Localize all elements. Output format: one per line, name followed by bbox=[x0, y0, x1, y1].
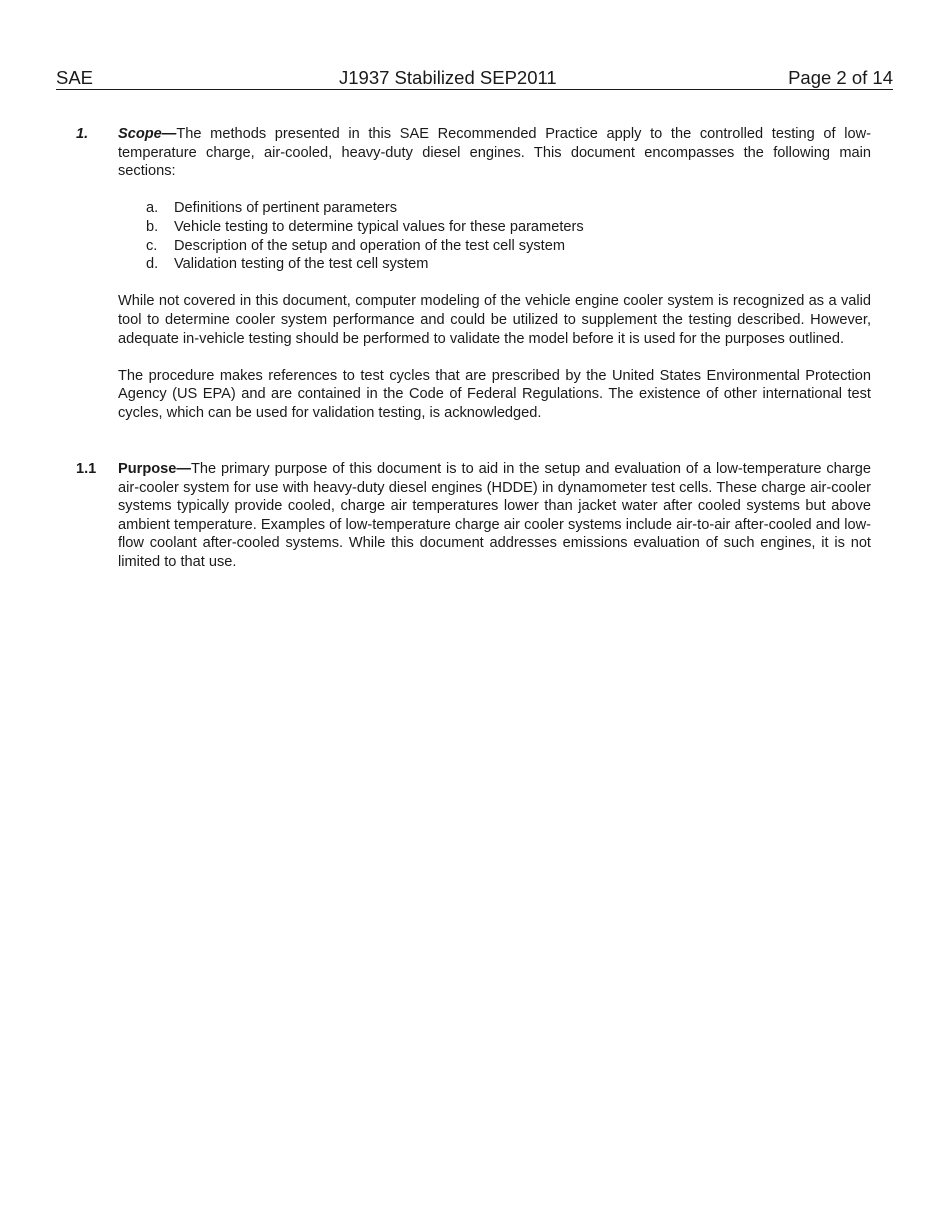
purpose-title: Purpose— bbox=[118, 461, 191, 477]
list-item-text: Validation testing of the test cell system bbox=[174, 256, 429, 273]
list-item-text: Description of the setup and operation of the test cell system bbox=[174, 237, 566, 254]
list-item bbox=[146, 255, 871, 274]
scope-title: Scope— bbox=[118, 126, 177, 142]
list-item-marker: c. bbox=[146, 237, 158, 254]
list-item bbox=[146, 237, 871, 256]
section-purpose-body bbox=[118, 460, 871, 572]
header-page-number: Page 2 of 14 bbox=[788, 67, 893, 88]
purpose-paragraph bbox=[118, 460, 871, 572]
purpose-text: The primary purpose of this document is to aid in the setup and evaluation of a low-temperature charge air-cooler system for use with heavy-duty diesel engines (HDDE) in dynamometer test cells. These charge air-cooler systems typically provide cooled, charge air temperatures lower than jacket water after cooled systems but above ambient temperature. Examples of low-temperature charge air cooler systems include air-to-air after-cooled and low-flow coolant after-cooled systems. While this document addresses emissions evaluation of such engines, it is not limited to that use. bbox=[118, 461, 871, 570]
header-org: SAE bbox=[56, 67, 94, 88]
list-item-marker: a. bbox=[146, 200, 159, 217]
scope-intro-text: The methods presented in this SAE Recommended Practice apply to the controlled testing of low-temperature charge, air-cooled, heavy-duty diesel engines. This document encompasses the following main sections: bbox=[118, 126, 871, 180]
scope-paragraph-modeling: While not covered in this document, computer modeling of the vehicle engine cooler system is recognized as a valid tool to determine cooler system performance and could be utilized to supplement the testing described. However, adequate in-vehicle testing should be performed to validate the model before it is used for the purposes outlined. bbox=[118, 293, 871, 347]
scope-paragraph-test-cycles: The procedure makes references to test cycles that are prescribed by the United States Environmental Protection Agency (US EPA) and are contained in the Code of Federal Regulations. The existence of other international test cycles, which can be used for validation testing, is acknowledged. bbox=[118, 367, 871, 421]
header-document-id: J1937 Stabilized SEP2011 bbox=[339, 67, 557, 88]
scope-sections-list bbox=[146, 199, 871, 273]
list-item-marker: d. bbox=[146, 256, 159, 273]
list-item-marker: b. bbox=[146, 218, 159, 235]
section-scope bbox=[76, 125, 871, 423]
page-header bbox=[56, 67, 893, 90]
section-purpose bbox=[76, 460, 871, 572]
scope-intro-paragraph bbox=[118, 125, 871, 181]
list-item bbox=[146, 218, 871, 237]
section-scope-body bbox=[118, 125, 871, 423]
section-scope-number: 1. bbox=[76, 126, 89, 142]
list-item-text: Vehicle testing to determine typical values for these parameters bbox=[174, 218, 584, 235]
list-item bbox=[146, 199, 871, 218]
list-item-text: Definitions of pertinent parameters bbox=[174, 200, 398, 217]
section-purpose-number: 1.1 bbox=[76, 461, 97, 477]
